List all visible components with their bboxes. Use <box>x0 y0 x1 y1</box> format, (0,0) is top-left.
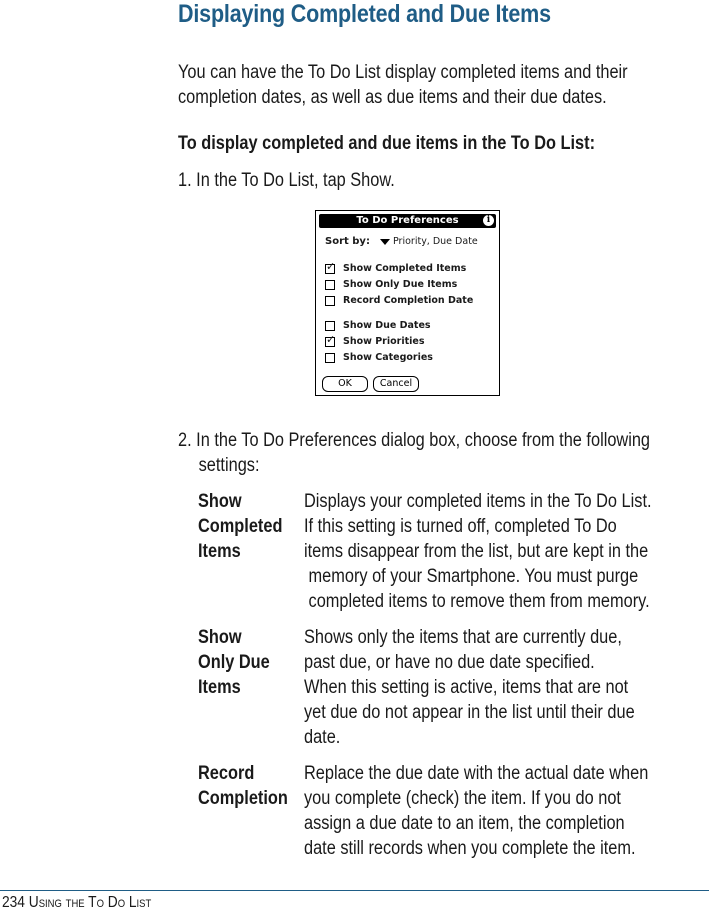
option-show-priorities[interactable] <box>325 335 424 348</box>
step-1: 1. In the To Do List, tap Show. <box>178 170 395 191</box>
option-show-completed-items[interactable] <box>325 262 466 275</box>
desc-line: Displays your completed items in the To Do List. <box>304 491 652 512</box>
sort-by-label: Sort by: <box>325 236 370 247</box>
intro-paragraph: You can have the To Do List display completed items and their completion dates, as well as due items and their due dates. <box>178 62 628 108</box>
desc-line: When this setting is active, items that are not <box>304 677 629 698</box>
footer-rule <box>0 890 709 891</box>
term-line: Completed <box>198 516 283 537</box>
option-label: Show Categories <box>343 352 433 363</box>
desc-line: past due, or have no due date specified. <box>304 652 595 673</box>
desc-show-completed-items <box>304 489 674 614</box>
option-label: Record Completion Date <box>343 295 474 306</box>
term-line: Items <box>198 541 241 562</box>
desc-line: items disappear from the list, but are kept in the <box>304 541 649 562</box>
term-line: Show <box>198 491 242 512</box>
desc-line: If this setting is turned off, completed To Do <box>304 516 617 537</box>
option-label: Show Priorities <box>343 336 425 347</box>
checkbox-icon[interactable] <box>325 321 335 331</box>
option-label: Show Due Dates <box>343 320 431 331</box>
procedure-heading: To display completed and due items in the To Do List: <box>178 133 596 154</box>
ok-button[interactable]: OK <box>322 376 368 392</box>
desc-record-completion <box>304 761 674 861</box>
checkbox-icon[interactable] <box>325 353 335 363</box>
desc-line: memory of your Smartphone. You must purge <box>304 566 639 587</box>
term-line: Show <box>198 627 242 648</box>
page-number: 234 <box>2 894 25 911</box>
dropdown-triangle-icon[interactable] <box>380 239 390 245</box>
section-name: Using the To Do List <box>28 894 152 911</box>
desc-line: date. <box>304 727 341 748</box>
desc-line: completed items to remove them from memory. <box>304 591 650 612</box>
term-line: Record <box>198 763 255 784</box>
sort-by-select[interactable]: Priority, Due Date <box>393 236 478 247</box>
term-line: Only Due <box>198 652 270 673</box>
step-2-continuation: settings: <box>198 455 260 476</box>
term-show-completed-items <box>198 489 282 564</box>
info-icon[interactable]: i <box>483 215 494 226</box>
term-line: Completion <box>198 788 288 809</box>
desc-show-only-due-items <box>304 625 674 750</box>
cancel-button[interactable]: Cancel <box>373 376 419 392</box>
checkbox-checked-icon[interactable] <box>325 264 335 274</box>
option-show-categories[interactable] <box>325 351 433 364</box>
desc-line: Replace the due date with the actual date when <box>304 763 649 784</box>
option-label: Show Completed Items <box>343 263 467 274</box>
page-footer <box>2 894 151 912</box>
to-do-preferences-dialog <box>315 210 500 396</box>
desc-line: yet due do not appear in the list until their due <box>304 702 635 723</box>
desc-line: you complete (check) the item. If you do not <box>304 788 621 809</box>
term-show-only-due-items <box>198 625 270 700</box>
checkbox-icon[interactable] <box>325 296 335 306</box>
option-label: Show Only Due Items <box>343 279 458 290</box>
dialog-title-bar <box>319 214 496 228</box>
page-title: Displaying Completed and Due Items <box>178 0 551 28</box>
desc-line: date still records when you complete the item. <box>304 838 636 859</box>
term-line: Items <box>198 677 241 698</box>
dialog-title: To Do Preferences <box>356 215 459 226</box>
desc-line: assign a due date to an item, the completion <box>304 813 625 834</box>
desc-line: Shows only the items that are currently due, <box>304 627 622 648</box>
checkbox-icon[interactable] <box>325 280 335 290</box>
term-record-completion <box>198 761 288 811</box>
checkbox-checked-icon[interactable] <box>325 337 335 347</box>
option-record-completion-date[interactable] <box>325 294 473 307</box>
option-show-only-due-items[interactable] <box>325 278 457 291</box>
option-show-due-dates[interactable] <box>325 319 431 332</box>
step-2-line: 2. In the To Do Preferences dialog box, choose from the following <box>178 430 651 451</box>
step-2 <box>178 428 680 478</box>
